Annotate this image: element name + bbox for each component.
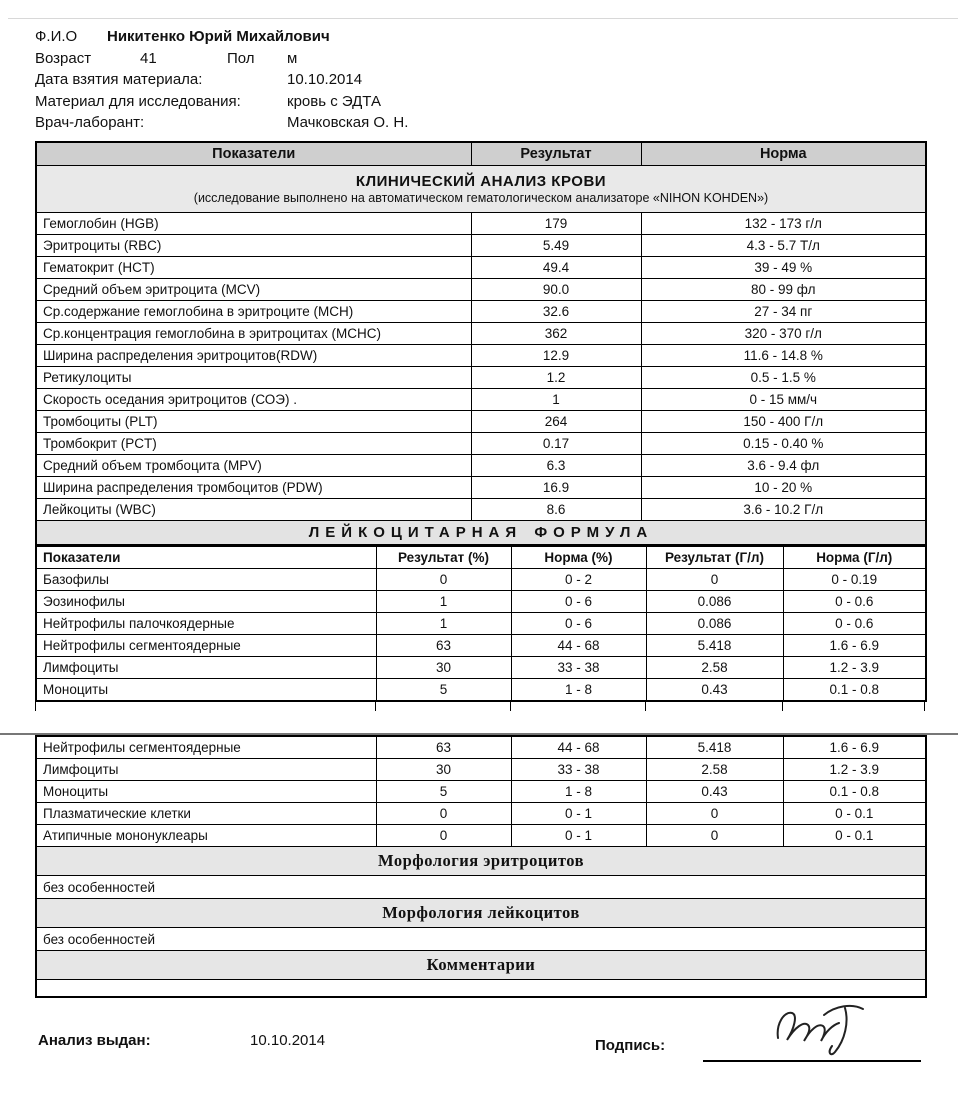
fio-row	[35, 26, 925, 48]
wbc-morphology-value: без особенностей	[36, 928, 926, 951]
leuko-formula-title: ЛЕЙКОЦИТАРНАЯ ФОРМУЛА	[36, 521, 926, 546]
table-row: Нейтрофилы палочкоядерные 1 0 - 6 0.086 0 - 0.6	[36, 613, 926, 635]
signature	[768, 996, 873, 1060]
leuko-header-row	[36, 546, 926, 569]
table-row: Эритроциты (RBC) 5.49 4.3 - 5.7 Т/л	[36, 235, 926, 257]
cbc-section-subtitle: (исследование выполнено на автоматическом гематологическом анализаторе «NIHON KOHDEN»)	[193, 191, 769, 205]
table-row: Моноциты 5 1 - 8 0.43 0.1 - 0.8	[36, 679, 926, 702]
signature-line	[703, 1060, 921, 1062]
col-result-pct: Результат (%)	[376, 546, 511, 569]
sex-value: м	[287, 49, 298, 67]
col-norm-pct: Норма (%)	[511, 546, 646, 569]
issued-label: Анализ выдан:	[38, 1032, 151, 1049]
table-row: Скорость оседания эритроцитов (СОЭ) . 1 0 - 15 мм/ч	[36, 389, 926, 411]
leuko-table-page1	[35, 545, 927, 702]
table-row: Нейтрофилы сегментоядерные 63 44 - 68 5.418 1.6 - 6.9	[36, 635, 926, 657]
sample-date-value: 10.10.2014	[287, 71, 363, 88]
table-row: Лейкоциты (WBC) 8.6 3.6 - 10.2 Г/л	[36, 499, 926, 521]
doctor-row	[35, 112, 925, 134]
table-row: Гематокрит (HCT) 49.4 39 - 49 %	[36, 257, 926, 279]
sample-date-row	[35, 69, 925, 91]
table-row: Плазматические клетки 0 0 - 1 0 0 - 0.1	[36, 803, 926, 825]
leuko-formula-banner	[36, 521, 926, 546]
table-row: Ширина распределения эритроцитов(RDW) 12.9 11.6 - 14.8 %	[36, 345, 926, 367]
comments-value	[36, 980, 926, 998]
table-row: Средний объем тромбоцита (MPV) 6.3 3.6 - 9.4 фл	[36, 455, 926, 477]
cbc-section-row	[36, 166, 926, 213]
table-row: Лимфоциты 30 33 - 38 2.58 1.2 - 3.9	[36, 759, 926, 781]
material-label: Материал для исследования:	[35, 92, 241, 110]
table-row: Тромбокрит (PCT) 0.17 0.15 - 0.40 %	[36, 433, 926, 455]
table-row: Ср.содержание гемоглобина в эритроците (MCH) 32.6 27 - 34 пг	[36, 301, 926, 323]
table-row: Моноциты 5 1 - 8 0.43 0.1 - 0.8	[36, 781, 926, 803]
table-row: Гемоглобин (HGB) 179 132 - 173 г/л	[36, 213, 926, 235]
material-value: кровь с ЭДТА	[287, 92, 381, 110]
material-row	[35, 91, 925, 113]
doctor-value: Мачковская О. Н.	[287, 114, 409, 131]
age-value: 41	[140, 49, 157, 67]
top-divider	[8, 18, 958, 19]
fio-label: Ф.И.О	[35, 28, 78, 45]
rbc-morphology-value: без особенностей	[36, 876, 926, 899]
col-norm: Норма	[641, 142, 926, 166]
fio-value: Никитенко Юрий Михайлович	[107, 28, 330, 45]
age-label: Возраст	[35, 49, 92, 67]
doctor-label: Врач-лаборант:	[35, 114, 145, 131]
issued-value: 10.10.2014	[250, 1032, 326, 1049]
cbc-section-title: КЛИНИЧЕСКИЙ АНАЛИЗ КРОВИ	[355, 173, 607, 190]
signature-label: Подпись:	[595, 1037, 666, 1054]
table-row: Ср.концентрация гемоглобина в эритроцитах (MCHC) 362 320 - 370 г/л	[36, 323, 926, 345]
sex-label: Пол	[227, 49, 255, 67]
col-indicators: Показатели	[36, 546, 376, 569]
leuko-table-page2	[35, 735, 927, 998]
sample-date-label: Дата взятия материала:	[35, 71, 203, 88]
col-norm-gl: Норма (Г/л)	[783, 546, 926, 569]
table-row: Средний объем эритроцита (MCV) 90.0 80 - 99 фл	[36, 279, 926, 301]
patient-header	[35, 26, 925, 134]
table-row: Ретикулоциты 1.2 0.5 - 1.5 %	[36, 367, 926, 389]
table-row: Тромбоциты (PLT) 264 150 - 400 Г/л	[36, 411, 926, 433]
wbc-morphology-header: Морфология лейкоцитов	[36, 899, 926, 928]
table-row: Нейтрофилы сегментоядерные 63 44 - 68 5.418 1.6 - 6.9	[36, 736, 926, 759]
age-sex-row	[35, 48, 925, 70]
col-indicators: Показатели	[36, 142, 471, 166]
page1-cutoff-row	[35, 700, 925, 711]
table-row: Эозинофилы 1 0 - 6 0.086 0 - 0.6	[36, 591, 926, 613]
col-result: Результат	[471, 142, 641, 166]
cbc-header-row	[36, 142, 926, 166]
col-result-gl: Результат (Г/л)	[646, 546, 783, 569]
rbc-morphology-header: Морфология эритроцитов	[36, 847, 926, 876]
table-row: Базофилы 0 0 - 2 0 0 - 0.19	[36, 569, 926, 591]
cbc-table	[35, 141, 927, 546]
table-row: Атипичные мононуклеары 0 0 - 1 0 0 - 0.1	[36, 825, 926, 847]
comments-header: Комментарии	[36, 951, 926, 980]
table-row: Ширина распределения тромбоцитов (PDW) 16.9 10 - 20 %	[36, 477, 926, 499]
table-row: Лимфоциты 30 33 - 38 2.58 1.2 - 3.9	[36, 657, 926, 679]
